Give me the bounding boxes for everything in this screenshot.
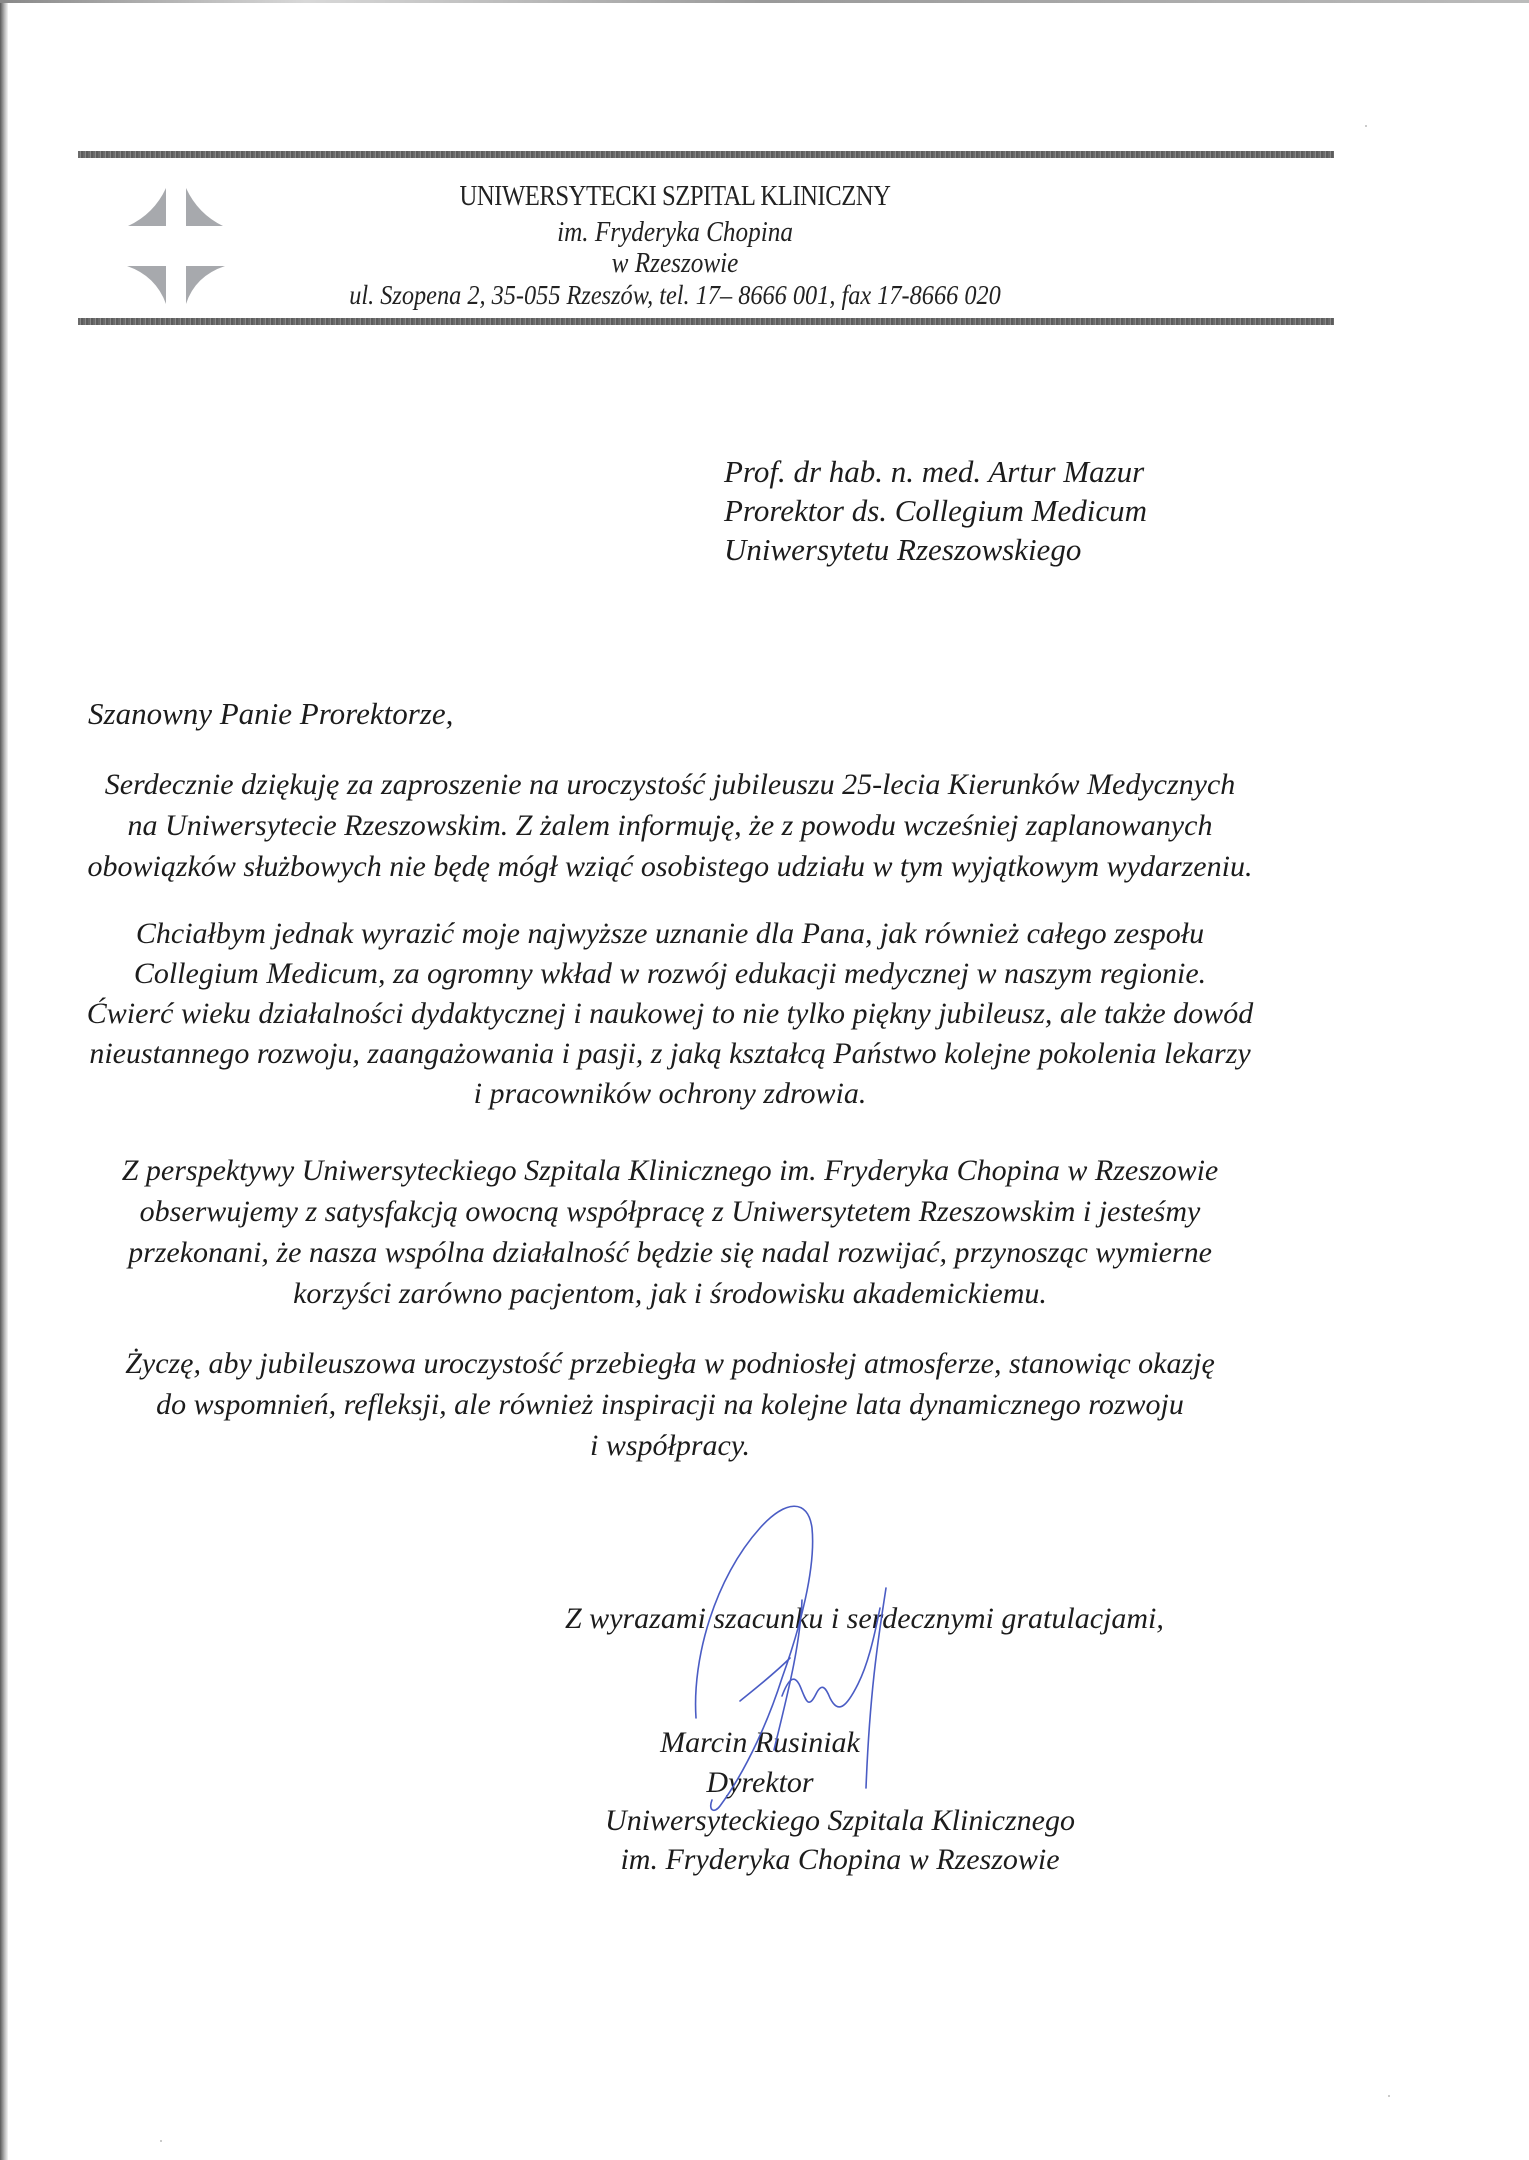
logo-triangle-bottom-left [127, 266, 166, 304]
paragraph-line: i współpracy. [589, 1429, 750, 1462]
body-paragraph [80, 1343, 1260, 1466]
paragraph-line: Serdecznie dziękuję za zaproszenie na uroczystość jubileuszu 25-lecia Kierunków Medycznych [104, 768, 1236, 801]
signatory-name: Marcin Rusiniak [660, 1726, 860, 1759]
recipient-line: Prorektor ds. Collegium Medicum [724, 493, 1148, 528]
signatory-organization: im. Fryderyka Chopina w Rzeszowie [620, 1843, 1060, 1876]
paragraph-line: na Uniwersytecie Rzeszowskim. Z żalem informuję, że z powodu wcześniej zaplanowanych [127, 809, 1213, 842]
paragraph-line: Ćwierć wieku działalności dydaktycznej i naukowej to nie tylko piękny jubileusz, ale także dowód [86, 997, 1254, 1030]
recipient-block [724, 452, 1147, 569]
paragraph-line: korzyści zarówno pacjentom, jak i środowisku akademickiemu. [293, 1277, 1047, 1310]
paragraph-line: nieustannego rozwoju, zaangażowania i pasji, z jaką kształcą Państwo kolejne pokolenia lekarzy [89, 1037, 1251, 1070]
recipient-line: Uniwersytetu Rzeszowskiego [724, 532, 1082, 567]
scan-speck [1388, 2095, 1390, 2097]
letterhead-bottom-rule [78, 318, 1334, 325]
body-paragraph [80, 1150, 1260, 1314]
logo-triangle-top-left [128, 188, 166, 226]
hospital-cross-logo-icon [122, 184, 244, 308]
letterhead-subtitle: im. Fryderyka Chopina [557, 217, 793, 248]
paragraph-line: Życzę, aby jubileuszowa uroczystość przebiegła w podniosłej atmosferze, stanowiąc okazję [125, 1347, 1215, 1380]
scan-top-edge [0, 0, 1529, 3]
closing-line: Z wyrazami szacunku i serdecznymi gratulacjami, [565, 1602, 1164, 1635]
paragraph-line: przekonani, że nasza wspólna działalność będzie się nadal rozwijać, przynosząc wymierne [128, 1236, 1212, 1269]
signature-loop-stroke [696, 1506, 813, 1810]
letterhead-city: w Rzeszowie [611, 248, 739, 279]
scan-speck [160, 2140, 162, 2142]
signatory-organization: Uniwersyteckiego Szpitala Klinicznego [605, 1804, 1075, 1837]
paragraph-line: obserwujemy z satysfakcją owocną współpracę z Uniwersytetem Rzeszowskim i jesteśmy [139, 1195, 1201, 1228]
logo-triangle-bottom-right [186, 266, 225, 304]
letterhead-address: ul. Szopena 2, 35-055 Rzeszów, tel. 17– 8666 001, fax 17-8666 020 [349, 280, 1001, 310]
scan-left-edge [0, 0, 8, 2160]
letterhead-title: UNIWERSYTECKI SZPITAL KLINICZNY [459, 181, 891, 212]
body-paragraph [80, 764, 1260, 887]
recipient-line: Prof. dr hab. n. med. Artur Mazur [724, 454, 1145, 489]
paragraph-line: Z perspektywy Uniwersyteckiego Szpitala Klinicznego im. Fryderyka Chopina w Rzeszowie [121, 1154, 1219, 1187]
logo-triangle-top-right [186, 188, 223, 226]
paragraph-line: do wspomnień, refleksji, ale również inspiracji na kolejne lata dynamicznego rozwoju [156, 1388, 1184, 1421]
signatory-title: Dyrektor [706, 1766, 814, 1799]
paragraph-line: Chciałbym jednak wyrazić moje najwyższe uznanie dla Pana, jak również całego zespołu [135, 917, 1205, 950]
paragraph-line: obowiązków służbowych nie będę mógł wziąć osobistego udziału w tym wyjątkowym wydarzeniu. [87, 850, 1253, 883]
paragraph-line: Collegium Medicum, za ogromny wkład w rozwój edukacji medycznej w naszym regionie. [133, 957, 1207, 990]
paragraph-line: i pracowników ochrony zdrowia. [473, 1077, 867, 1110]
salutation: Szanowny Panie Prorektorze, [88, 696, 454, 731]
signature-cross-stroke [740, 1658, 790, 1701]
body-paragraph [80, 914, 1260, 1124]
letterhead-top-rule [78, 151, 1334, 158]
scan-speck [1365, 125, 1367, 127]
